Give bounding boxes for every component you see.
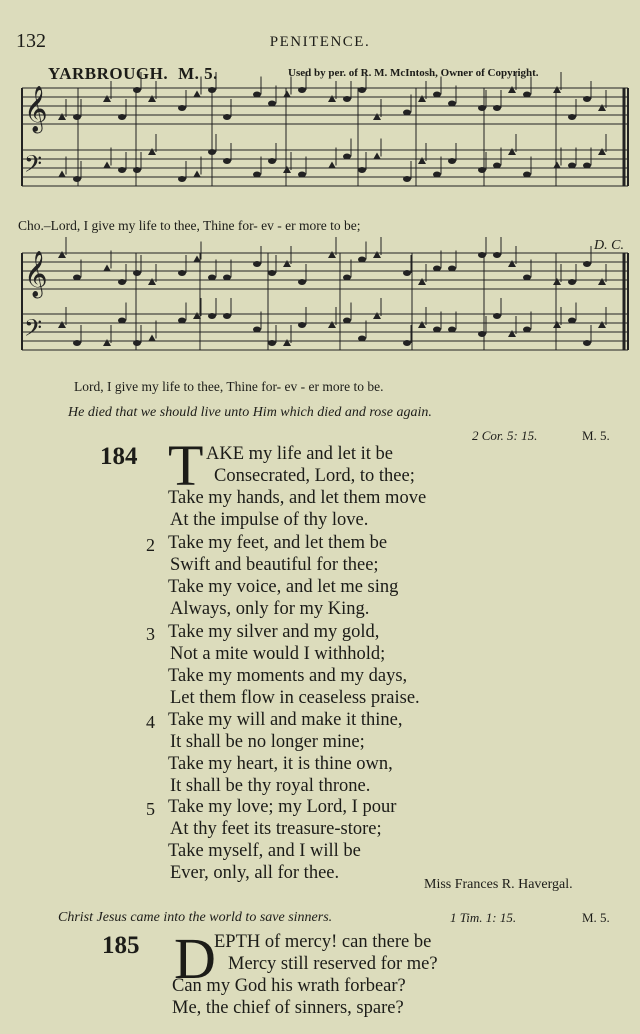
stanza-number: 3 xyxy=(146,624,155,644)
verse-line: Take my silver and my gold, xyxy=(168,622,380,642)
verse-line: Take my feet, and let them be xyxy=(168,533,388,553)
note-head xyxy=(508,260,516,267)
note-head xyxy=(178,270,186,276)
note-head xyxy=(568,114,576,120)
note-head xyxy=(193,171,201,178)
first-line-184 xyxy=(206,444,393,465)
note-head xyxy=(58,171,66,178)
epigraph-185: Christ Jesus came into the world to save sinners. xyxy=(58,910,333,925)
note-head xyxy=(433,327,441,333)
note-head xyxy=(118,279,126,285)
verse-line: Let them flow in ceaseless praise. xyxy=(170,688,420,708)
scripture-reference-185: 1 Tim. 1: 15. xyxy=(450,910,517,925)
note-head xyxy=(268,270,276,276)
note-head xyxy=(208,149,216,155)
note-head xyxy=(478,252,486,258)
verse-line: Take my will and make it thine, xyxy=(168,710,403,730)
note-head xyxy=(208,275,216,281)
note-head xyxy=(358,257,366,263)
first-line-rest-185: of mercy! can there be xyxy=(260,932,432,952)
note-head xyxy=(598,278,606,285)
note-head xyxy=(328,321,336,328)
note-head xyxy=(358,336,366,342)
note-head xyxy=(523,275,531,281)
verse-line: Consecrated, Lord, to thee; xyxy=(214,466,415,486)
note-head xyxy=(523,172,531,178)
meter-185: M. 5. xyxy=(582,910,610,925)
note-head xyxy=(73,275,81,281)
note-head xyxy=(403,176,411,182)
verse-line: It shall be no longer mine; xyxy=(170,732,365,752)
verse-line: Not a mite would I withhold; xyxy=(170,644,386,664)
note-head xyxy=(553,321,561,328)
note-head xyxy=(118,318,126,324)
note-head xyxy=(448,101,456,107)
note-head xyxy=(148,95,156,102)
note-head xyxy=(508,148,516,155)
note-head xyxy=(283,91,291,98)
note-head xyxy=(118,114,126,120)
note-head xyxy=(253,172,261,178)
first-word-rest-185: EPTH xyxy=(214,932,261,952)
verse-line: It shall be thy royal throne. xyxy=(170,776,371,796)
note-head xyxy=(343,275,351,281)
note-head xyxy=(343,96,351,102)
bass-clef: 𝄢 xyxy=(24,316,43,347)
note-head xyxy=(418,95,426,102)
note-head xyxy=(448,158,456,164)
scripture-reference-184: 2 Cor. 5: 15. xyxy=(472,428,538,443)
drop-cap-185: D xyxy=(174,926,216,991)
note-head xyxy=(508,86,516,93)
note-head xyxy=(403,340,411,346)
note-head xyxy=(358,167,366,173)
note-head xyxy=(493,163,501,169)
verse-line: Can my God his wrath forbear? xyxy=(172,976,406,996)
note-head xyxy=(178,318,186,324)
note-head xyxy=(298,322,306,328)
verse-line: At thy feet its treasure-store; xyxy=(170,819,382,839)
note-head xyxy=(583,340,591,346)
note-head xyxy=(148,278,156,285)
note-head xyxy=(328,251,336,258)
note-head xyxy=(553,278,561,285)
hymn-number-185: 185 xyxy=(102,932,140,959)
note-head xyxy=(373,153,381,160)
note-head xyxy=(523,92,531,98)
note-head xyxy=(343,154,351,160)
note-head xyxy=(433,266,441,272)
meter-184: M. 5. xyxy=(582,428,610,443)
note-head xyxy=(553,162,561,169)
note-head xyxy=(268,340,276,346)
verse-line: Swift and beautiful for thee; xyxy=(170,555,379,575)
note-head xyxy=(493,252,501,258)
music-score xyxy=(0,0,640,400)
note-head xyxy=(583,261,591,267)
verse-line: Mercy still reserved for me? xyxy=(228,954,438,974)
note-head xyxy=(478,331,486,337)
note-head xyxy=(103,339,111,346)
note-head xyxy=(418,278,426,285)
music-lyrics-line-1: Cho.–Lord, I give my life to thee, Thine for- ev - er more to be; xyxy=(18,218,361,233)
verse-line: Ever, only, all for thee. xyxy=(170,863,340,883)
note-head xyxy=(598,148,606,155)
stanza-number: 4 xyxy=(146,712,155,732)
copyright-notice: Used by per. of R. M. McIntosh, Owner of Copyright. xyxy=(288,67,539,79)
note-head xyxy=(583,96,591,102)
note-head xyxy=(493,105,501,111)
music-lyrics-line-2: Lord, I give my life to thee, Thine for- ev - er more to be. xyxy=(74,379,384,394)
note-head xyxy=(73,340,81,346)
note-head xyxy=(208,87,216,93)
note-head xyxy=(178,105,186,111)
bass-clef: 𝄢 xyxy=(24,152,43,183)
note-head xyxy=(373,251,381,258)
note-head xyxy=(448,327,456,333)
note-head xyxy=(448,266,456,272)
note-head xyxy=(253,261,261,267)
note-head xyxy=(598,321,606,328)
note-head xyxy=(403,270,411,276)
note-head xyxy=(268,101,276,107)
note-head xyxy=(133,167,141,173)
dc-mark: D. C. xyxy=(594,238,624,253)
treble-clef: 𝄞 xyxy=(24,86,48,131)
note-head xyxy=(193,91,201,98)
note-head xyxy=(283,339,291,346)
stanza-number: 5 xyxy=(146,799,155,819)
verse-line: Take my heart, it is thine own, xyxy=(168,754,393,774)
note-head xyxy=(418,321,426,328)
note-head xyxy=(103,162,111,169)
note-head xyxy=(148,335,156,342)
running-head: PENITENCE. xyxy=(269,34,371,50)
note-head xyxy=(253,327,261,333)
note-head xyxy=(478,167,486,173)
note-head xyxy=(583,163,591,169)
verse-line: Take my hands, and let them move xyxy=(168,488,427,508)
note-head xyxy=(328,162,336,169)
author-184: Miss Frances R. Havergal. xyxy=(424,877,573,892)
note-head xyxy=(148,148,156,155)
verse-line: Take myself, and I will be xyxy=(168,841,361,861)
note-head xyxy=(568,279,576,285)
note-head xyxy=(478,105,486,111)
note-head xyxy=(343,318,351,324)
note-head xyxy=(298,172,306,178)
treble-clef: 𝄞 xyxy=(24,251,48,296)
epigraph-184: He died that we should live unto Him which died and rose again. xyxy=(68,405,432,420)
note-head xyxy=(58,113,66,120)
note-head xyxy=(253,92,261,98)
hymn-number-184: 184 xyxy=(100,443,138,470)
note-head xyxy=(568,163,576,169)
note-head xyxy=(73,176,81,182)
verse-line: At the impulse of thy love. xyxy=(170,510,369,530)
verse-line: Always, only for my King. xyxy=(170,599,370,619)
note-head xyxy=(268,158,276,164)
note-head xyxy=(568,318,576,324)
note-head xyxy=(328,95,336,102)
note-head xyxy=(598,104,606,111)
note-head xyxy=(403,110,411,116)
verse-line: Take my voice, and let me sing xyxy=(168,577,399,597)
note-head xyxy=(283,260,291,267)
verse-line: Take my moments and my days, xyxy=(168,666,408,686)
page-number: 132 xyxy=(16,30,46,52)
note-head xyxy=(103,95,111,102)
note-head xyxy=(553,86,561,93)
note-head xyxy=(178,176,186,182)
tune-meter: M. 5. xyxy=(178,64,218,83)
note-head xyxy=(133,87,141,93)
note-head xyxy=(523,327,531,333)
note-head xyxy=(223,275,231,281)
tune-name: YARBROUGH. xyxy=(48,64,169,83)
note-head xyxy=(373,312,381,319)
note-head xyxy=(298,87,306,93)
note-head xyxy=(223,313,231,319)
note-head xyxy=(223,158,231,164)
first-word-rest-184: AKE xyxy=(206,444,245,464)
note-head xyxy=(433,172,441,178)
note-head xyxy=(508,330,516,337)
note-head xyxy=(133,340,141,346)
note-head xyxy=(103,265,111,272)
music-systems xyxy=(22,72,628,350)
first-line-rest-184: my life and let it be xyxy=(244,444,394,464)
note-head xyxy=(223,114,231,120)
note-head xyxy=(433,92,441,98)
first-line-185 xyxy=(214,932,431,953)
note-head xyxy=(58,251,66,258)
verse-line: Take my love; my Lord, I pour xyxy=(168,797,397,817)
stanza-number: 2 xyxy=(146,535,155,555)
note-head xyxy=(118,167,126,173)
note-head xyxy=(133,270,141,276)
note-head xyxy=(208,313,216,319)
note-head xyxy=(373,113,381,120)
note-head xyxy=(358,87,366,93)
note-head xyxy=(73,114,81,120)
note-head xyxy=(58,321,66,328)
note-head xyxy=(283,166,291,173)
note-head xyxy=(493,313,501,319)
note-head xyxy=(298,279,306,285)
verse-line: Me, the chief of sinners, spare? xyxy=(172,998,404,1018)
note-head xyxy=(418,157,426,164)
drop-cap-184: T xyxy=(168,433,204,498)
